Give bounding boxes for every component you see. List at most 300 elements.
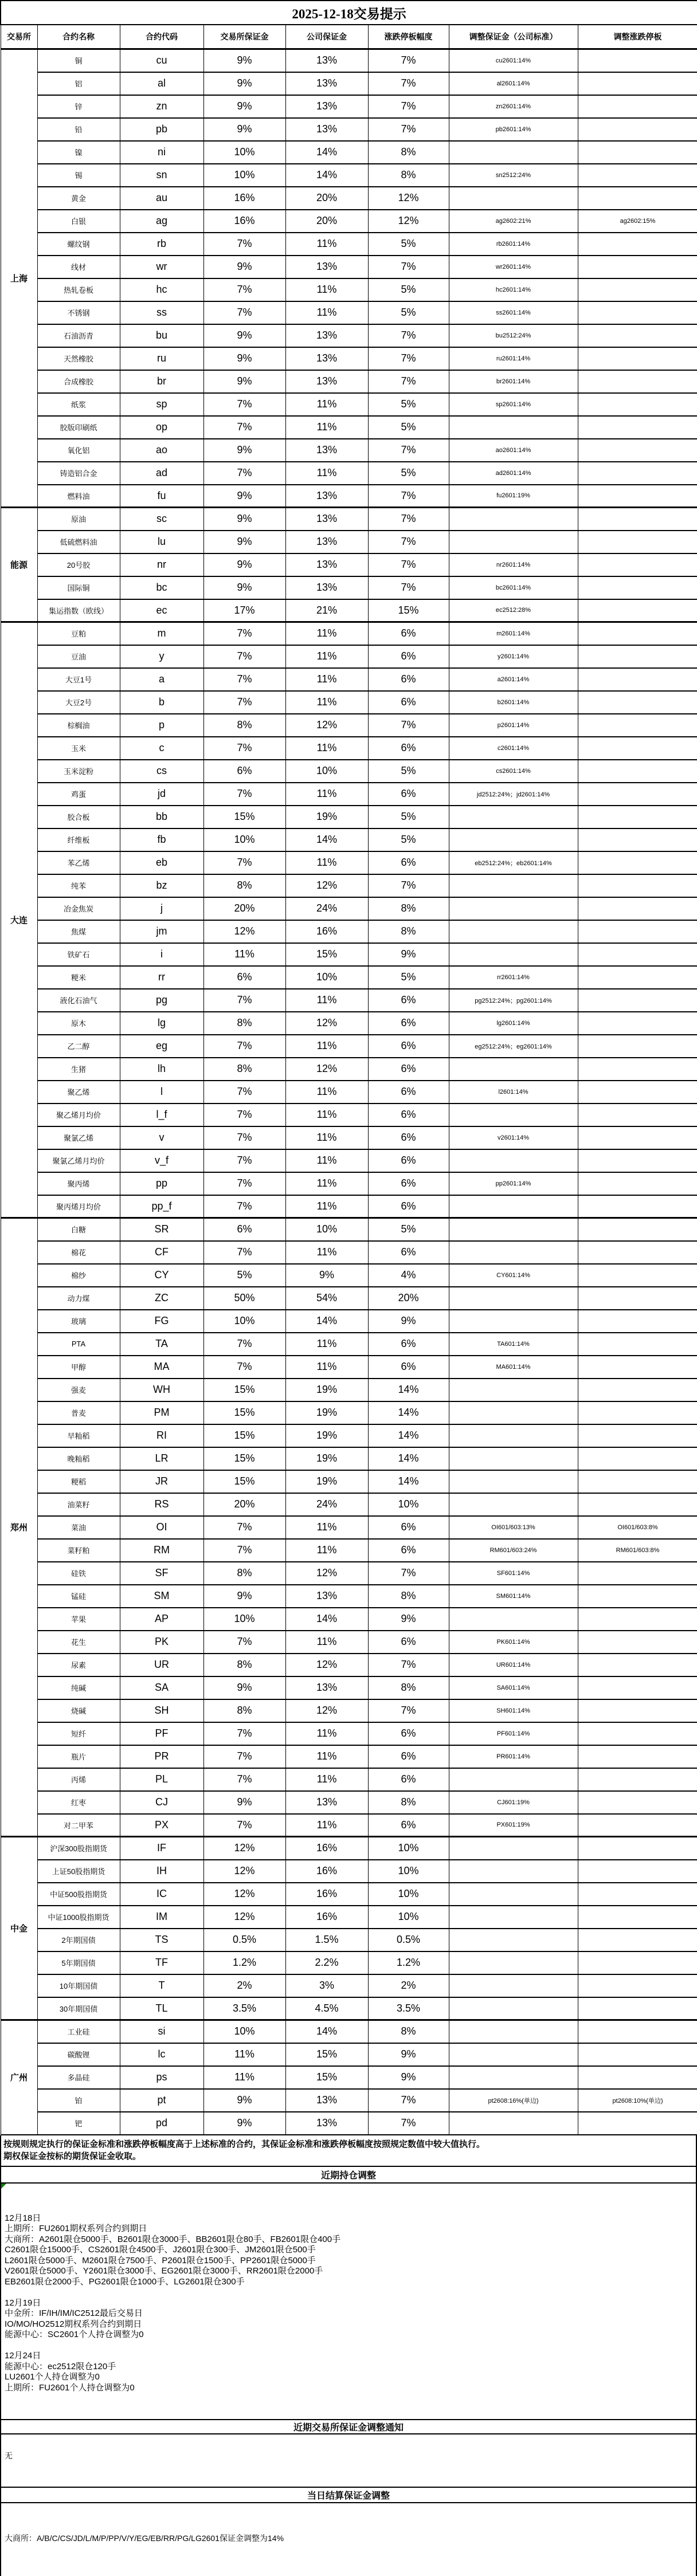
cell-contract-name: 铅 [37,118,120,141]
cell-exchange-margin: 12% [203,1906,285,1929]
cell-price-limit: 6% [368,1012,449,1035]
cell-contract-code: si [120,2020,203,2043]
footnotes [0,2135,697,2167]
cell-contract-name: 白银 [37,210,120,233]
cell-adjusted-margin: SH601:14% [449,1699,578,1722]
table-row [1,370,697,393]
cell-adjusted-margin: lg2601:14% [449,1012,578,1035]
cell-adjusted-price-limit [578,278,697,301]
cell-adjusted-price-limit [578,462,697,485]
table-row [1,1516,697,1539]
cell-contract-name: 铸造铝合金 [37,462,120,485]
section-text-line: EB2601限仓2000手、PG2601限仓1000手、LG2601限仓300手 [5,2276,245,2287]
page-title: 2025-12-18交易提示 [1,1,697,25]
cell-company-margin: 11% [285,301,368,324]
cell-contract-code: pp [120,1172,203,1195]
cell-adjusted-price-limit [578,920,697,943]
cell-price-limit: 14% [368,1470,449,1493]
table-row [1,233,697,256]
cell-adjusted-price-limit [578,393,697,416]
table-row [1,1333,697,1356]
cell-exchange-margin: 0.5% [203,1929,285,1951]
table-row [1,393,697,416]
cell-exchange-margin: 7% [203,645,285,668]
cell-adjusted-margin [449,2066,578,2089]
cell-company-margin: 12% [285,1012,368,1035]
cell-exchange-margin: 11% [203,2043,285,2066]
cell-adjusted-price-limit [578,897,697,920]
table-row [1,187,697,210]
cell-exchange-margin: 8% [203,1654,285,1676]
cell-contract-name: 热轧卷板 [37,278,120,301]
cell-price-limit: 7% [368,1654,449,1676]
position-adjustments-box [0,2184,697,2420]
table-row [1,485,697,508]
cell-adjusted-price-limit [578,1585,697,1608]
cell-company-margin: 11% [285,1722,368,1745]
cell-adjusted-price-limit [578,691,697,714]
cell-adjusted-price-limit [578,1379,697,1401]
cell-company-margin: 20% [285,187,368,210]
cell-exchange-margin: 7% [203,691,285,714]
cell-price-limit: 6% [368,1126,449,1149]
cell-price-limit: 5% [368,278,449,301]
cell-contract-name: 对二甲苯 [37,1814,120,1837]
cell-company-margin: 11% [285,1172,368,1195]
cell-contract-name: 聚氯乙烯 [37,1126,120,1149]
cell-adjusted-margin: br2601:14% [449,370,578,393]
cell-price-limit: 5% [368,301,449,324]
cell-adjusted-margin [449,2112,578,2135]
cell-contract-name: 鸡蛋 [37,783,120,806]
cell-adjusted-price-limit [578,1172,697,1195]
section-text-line: IO/MO/HO2512期权系列合约到期日 [5,2319,142,2329]
section-header-label: 近期交易所保证金调整通知 [293,2422,404,2433]
cell-price-limit: 10% [368,1493,449,1516]
cell-contract-name: 棉纱 [37,1264,120,1287]
cell-price-limit: 6% [368,783,449,806]
cell-contract-code: m [120,622,203,645]
cell-adjusted-margin [449,141,578,164]
cell-adjusted-price-limit: pt2608:10%(单边) [578,2089,697,2112]
table-row [1,118,697,141]
table-row [1,49,697,72]
cell-price-limit: 7% [368,324,449,347]
cell-adjusted-margin: jd2512:24%；jd2601:14% [449,783,578,806]
cell-contract-name: 纯苯 [37,874,120,897]
cell-adjusted-price-limit [578,531,697,553]
table-row [1,141,697,164]
cell-price-limit: 6% [368,1768,449,1791]
table-row [1,95,697,118]
table-row [1,462,697,485]
cell-exchange-margin: 5% [203,1264,285,1287]
cell-adjusted-margin: sp2601:14% [449,393,578,416]
cell-contract-code: ad [120,462,203,485]
cell-adjusted-margin: pg2512:24%；pg2601:14% [449,989,578,1012]
cell-contract-code: pd [120,2112,203,2135]
cell-adjusted-price-limit [578,416,697,439]
cell-adjusted-margin: y2601:14% [449,645,578,668]
cell-price-limit: 9% [368,2043,449,2066]
cell-adjusted-margin: SM601:14% [449,1585,578,1608]
cell-adjusted-margin [449,1287,578,1310]
cell-adjusted-price-limit [578,1562,697,1585]
cell-company-margin: 12% [285,714,368,737]
cell-company-margin: 10% [285,760,368,783]
cell-company-margin: 3% [285,1974,368,1997]
cell-company-margin: 14% [285,1608,368,1631]
table-row [1,1493,697,1516]
cell-company-margin: 11% [285,1081,368,1104]
cell-company-margin: 16% [285,920,368,943]
cell-contract-code: jd [120,783,203,806]
cell-price-limit: 5% [368,416,449,439]
cell-company-margin: 11% [285,1195,368,1218]
cell-exchange-margin: 7% [203,1035,285,1058]
cell-price-limit: 6% [368,1631,449,1654]
cell-contract-name: 黄金 [37,187,120,210]
cell-contract-code: PL [120,1768,203,1791]
cell-exchange-margin: 7% [203,393,285,416]
cell-contract-code: SH [120,1699,203,1722]
table-row [1,897,697,920]
cell-company-margin: 11% [285,1104,368,1126]
cell-price-limit: 6% [368,1722,449,1745]
cell-adjusted-margin [449,1837,578,1860]
footnote-line: 按规则规定执行的保证金标准和涨跌停板幅度高于上述标准的合约，其保证金标准和涨跌停板幅度按照规定数值中较大值执行。 [3,2139,485,2149]
cell-contract-name: 聚乙烯月均价 [37,1104,120,1126]
cell-adjusted-margin: c2601:14% [449,737,578,760]
cell-contract-name: 动力煤 [37,1287,120,1310]
cell-company-margin: 14% [285,164,368,187]
cell-contract-name: 强麦 [37,1379,120,1401]
table-row [1,599,697,622]
cell-price-limit: 7% [368,2089,449,2112]
cell-company-margin: 4.5% [285,1997,368,2020]
cell-contract-name: 粳米 [37,966,120,989]
cell-exchange-margin: 10% [203,828,285,851]
exchange-label: 中金 [1,1837,37,2020]
cell-exchange-margin: 8% [203,1562,285,1585]
cell-price-limit: 5% [368,233,449,256]
cell-price-limit: 6% [368,1241,449,1264]
cell-company-margin: 13% [285,439,368,462]
cell-contract-code: jm [120,920,203,943]
cell-contract-name: 螺纹钢 [37,233,120,256]
cell-adjusted-margin [449,531,578,553]
table-row [1,1906,697,1929]
cell-exchange-margin: 16% [203,187,285,210]
cell-exchange-margin: 8% [203,1058,285,1081]
cell-exchange-margin: 8% [203,874,285,897]
cell-contract-name: 苹果 [37,1608,120,1631]
cell-contract-code: ps [120,2066,203,2089]
table-row [1,1837,697,1860]
cell-company-margin: 12% [285,1699,368,1722]
table-row [1,1424,697,1447]
cell-price-limit: 12% [368,187,449,210]
cell-contract-code: pp_f [120,1195,203,1218]
cell-company-margin: 14% [285,1310,368,1333]
cell-contract-code: fu [120,485,203,508]
cell-adjusted-price-limit [578,1654,697,1676]
cell-adjusted-price-limit [578,1012,697,1035]
table-row [1,1631,697,1654]
cell-adjusted-price-limit [578,1493,697,1516]
cell-company-margin: 19% [285,1424,368,1447]
cell-exchange-margin: 7% [203,462,285,485]
cell-contract-name: 石油沥青 [37,324,120,347]
cell-contract-code: l_f [120,1104,203,1126]
cell-adjusted-price-limit [578,1699,697,1722]
table-row [1,1218,697,1241]
section-text-line: 12月24日 [5,2351,41,2361]
cell-adjusted-margin [449,416,578,439]
cell-exchange-margin: 2% [203,1974,285,1997]
cell-adjusted-margin: cu2601:14% [449,49,578,72]
cell-company-margin: 11% [285,645,368,668]
cell-adjusted-margin [449,1379,578,1401]
cell-contract-code: y [120,645,203,668]
table-row [1,553,697,576]
cell-adjusted-price-limit [578,1126,697,1149]
cell-adjusted-margin [449,943,578,966]
cell-contract-name: 聚丙烯 [37,1172,120,1195]
cell-exchange-margin: 10% [203,1310,285,1333]
cell-price-limit: 9% [368,2066,449,2089]
cell-exchange-margin: 7% [203,1745,285,1768]
cell-contract-name: 锰硅 [37,1585,120,1608]
cell-price-limit: 2% [368,1974,449,1997]
cell-exchange-margin: 10% [203,141,285,164]
cell-adjusted-margin: bc2601:14% [449,576,578,599]
cell-adjusted-price-limit [578,1447,697,1470]
cell-company-margin: 13% [285,1676,368,1699]
cell-contract-code: T [120,1974,203,1997]
cell-exchange-margin: 9% [203,485,285,508]
section-text-line: 大商所：A2601限仓5000手、B2601限仓3000手、BB2601限仓80手、FB2601限仓400手 [5,2234,341,2244]
column-header: 调整保证金（公司标准） [449,25,578,49]
cell-contract-name: 锌 [37,95,120,118]
cell-contract-name: 天然橡胶 [37,347,120,370]
cell-contract-name: 苯乙烯 [37,851,120,874]
cell-adjusted-price-limit [578,599,697,622]
table-row [1,1791,697,1814]
cell-adjusted-margin: wr2601:14% [449,256,578,278]
table-row [1,1768,697,1791]
cell-price-limit: 5% [368,966,449,989]
cell-contract-name: 豆粕 [37,622,120,645]
cell-price-limit: 6% [368,1104,449,1126]
column-header: 交易所保证金 [203,25,285,49]
cell-exchange-margin: 12% [203,920,285,943]
cell-adjusted-price-limit [578,72,697,95]
cell-adjusted-price-limit [578,118,697,141]
cell-company-margin: 24% [285,897,368,920]
table-row [1,851,697,874]
cell-contract-name: 2年期国债 [37,1929,120,1951]
cell-contract-code: cs [120,760,203,783]
cell-adjusted-price-limit [578,1997,697,2020]
table-row [1,416,697,439]
cell-company-margin: 15% [285,2066,368,2089]
cell-adjusted-price-limit [578,1676,697,1699]
cell-price-limit: 6% [368,1035,449,1058]
cell-adjusted-margin: al2601:14% [449,72,578,95]
cell-company-margin: 10% [285,1218,368,1241]
table-row [1,347,697,370]
cell-price-limit: 5% [368,1218,449,1241]
cell-adjusted-margin [449,1906,578,1929]
section-text-line: 无 [5,2451,13,2460]
cell-price-limit: 15% [368,599,449,622]
cell-exchange-margin: 7% [203,301,285,324]
exchange-label: 上海 [1,49,37,508]
table-row [1,1814,697,1837]
cell-contract-code: ec [120,599,203,622]
cell-adjusted-price-limit: RM601/603:8% [578,1539,697,1562]
cell-company-margin: 10% [285,966,368,989]
cell-contract-code: IC [120,1883,203,1906]
cell-adjusted-margin [449,2020,578,2043]
cell-contract-name: 乙二醇 [37,1035,120,1058]
cell-price-limit: 6% [368,1745,449,1768]
cell-adjusted-price-limit [578,737,697,760]
cell-contract-name: 纸浆 [37,393,120,416]
cell-price-limit: 10% [368,1860,449,1883]
cell-adjusted-margin: ad2601:14% [449,462,578,485]
table-row [1,1929,697,1951]
cell-price-limit: 6% [368,691,449,714]
cell-exchange-margin: 15% [203,1447,285,1470]
cell-adjusted-price-limit [578,874,697,897]
cell-company-margin: 12% [285,1058,368,1081]
cell-adjusted-price-limit [578,1974,697,1997]
section-text-line: 上期所：FU2601期权系列合约到期日 [5,2224,147,2233]
settlement-margin-adjustment-box [0,2503,697,2576]
table-row [1,324,697,347]
cell-contract-code: IH [120,1860,203,1883]
cell-contract-code: cu [120,49,203,72]
cell-contract-name: 油菜籽 [37,1493,120,1516]
section-text-line: 能源中心：ec2512限仓120手 [5,2361,116,2371]
cell-adjusted-margin: OI601/603:13% [449,1516,578,1539]
cell-adjusted-price-limit [578,783,697,806]
cell-adjusted-margin [449,1424,578,1447]
cell-adjusted-price-limit [578,187,697,210]
cell-company-margin: 11% [285,668,368,691]
section-text-line: 12月18日 [5,2213,41,2223]
cell-adjusted-price-limit [578,943,697,966]
exchange-label: 能源 [1,508,37,622]
cell-company-margin: 11% [285,462,368,485]
cell-adjusted-margin [449,1997,578,2020]
cell-exchange-margin: 6% [203,966,285,989]
cell-price-limit: 7% [368,485,449,508]
cell-adjusted-price-limit [578,1310,697,1333]
table-row [1,301,697,324]
column-header: 涨跌停板幅度 [368,25,449,49]
cell-adjusted-price-limit [578,439,697,462]
cell-adjusted-margin: pt2608:16%(单边) [449,2089,578,2112]
cell-price-limit: 7% [368,553,449,576]
table-row [1,668,697,691]
cell-contract-code: wr [120,256,203,278]
cell-contract-name: 10年期国债 [37,1974,120,1997]
cell-company-margin: 16% [285,1906,368,1929]
cell-contract-code: UR [120,1654,203,1676]
cell-contract-name: 线材 [37,256,120,278]
cell-contract-code: pg [120,989,203,1012]
cell-adjusted-margin [449,2043,578,2066]
cell-adjusted-margin: rb2601:14% [449,233,578,256]
cell-adjusted-price-limit [578,576,697,599]
cell-contract-code: ru [120,347,203,370]
cell-adjusted-price-limit: OI601/603:8% [578,1516,697,1539]
cell-adjusted-margin [449,1195,578,1218]
cell-exchange-margin: 6% [203,760,285,783]
cell-exchange-margin: 7% [203,1195,285,1218]
cell-exchange-margin: 9% [203,1585,285,1608]
cell-contract-name: 低硫燃料油 [37,531,120,553]
cell-company-margin: 16% [285,1883,368,1906]
cell-adjusted-margin: SF601:14% [449,1562,578,1585]
section-text-line: C2601限仓15000手、CS2601限仓4500手、J2601限仓300手、JM2601限仓500手 [5,2245,316,2255]
cell-contract-code: TF [120,1951,203,1974]
cell-contract-name: 多晶硅 [37,2066,120,2089]
title-row [1,1,697,25]
cell-contract-code: sn [120,164,203,187]
cell-contract-code: WH [120,1379,203,1401]
cell-exchange-margin: 10% [203,1608,285,1631]
section-header-label: 近期持仓调整 [320,2170,376,2181]
cell-adjusted-price-limit [578,256,697,278]
table-row [1,828,697,851]
cell-adjusted-price-limit [578,553,697,576]
cell-contract-code: IM [120,1906,203,1929]
cell-price-limit: 14% [368,1401,449,1424]
cell-company-margin: 13% [285,118,368,141]
table-row [1,1310,697,1333]
cell-price-limit: 10% [368,1837,449,1860]
section-header-settlement-margin-adjustment [0,2488,697,2503]
cell-company-margin: 19% [285,806,368,828]
cell-exchange-margin: 9% [203,531,285,553]
cell-contract-name: 丙烯 [37,1768,120,1791]
cell-company-margin: 13% [285,1791,368,1814]
section-text-line: 12月19日 [5,2298,41,2308]
cell-company-margin: 11% [285,416,368,439]
cell-exchange-margin: 50% [203,1287,285,1310]
cell-adjusted-price-limit [578,989,697,1012]
cell-contract-code: rr [120,966,203,989]
cell-price-limit: 5% [368,393,449,416]
cell-company-margin: 13% [285,95,368,118]
cell-contract-name: 镍 [37,141,120,164]
cell-exchange-margin: 15% [203,806,285,828]
table-row [1,1356,697,1379]
table-row [1,1126,697,1149]
table-row [1,989,697,1012]
cell-contract-name: 菜籽粕 [37,1539,120,1562]
cell-adjusted-margin: m2601:14% [449,622,578,645]
cell-company-margin: 13% [285,72,368,95]
cell-price-limit: 7% [368,1699,449,1722]
cell-adjusted-margin: CJ601:19% [449,1791,578,1814]
cell-price-limit: 7% [368,2112,449,2135]
cell-price-limit: 8% [368,1676,449,1699]
